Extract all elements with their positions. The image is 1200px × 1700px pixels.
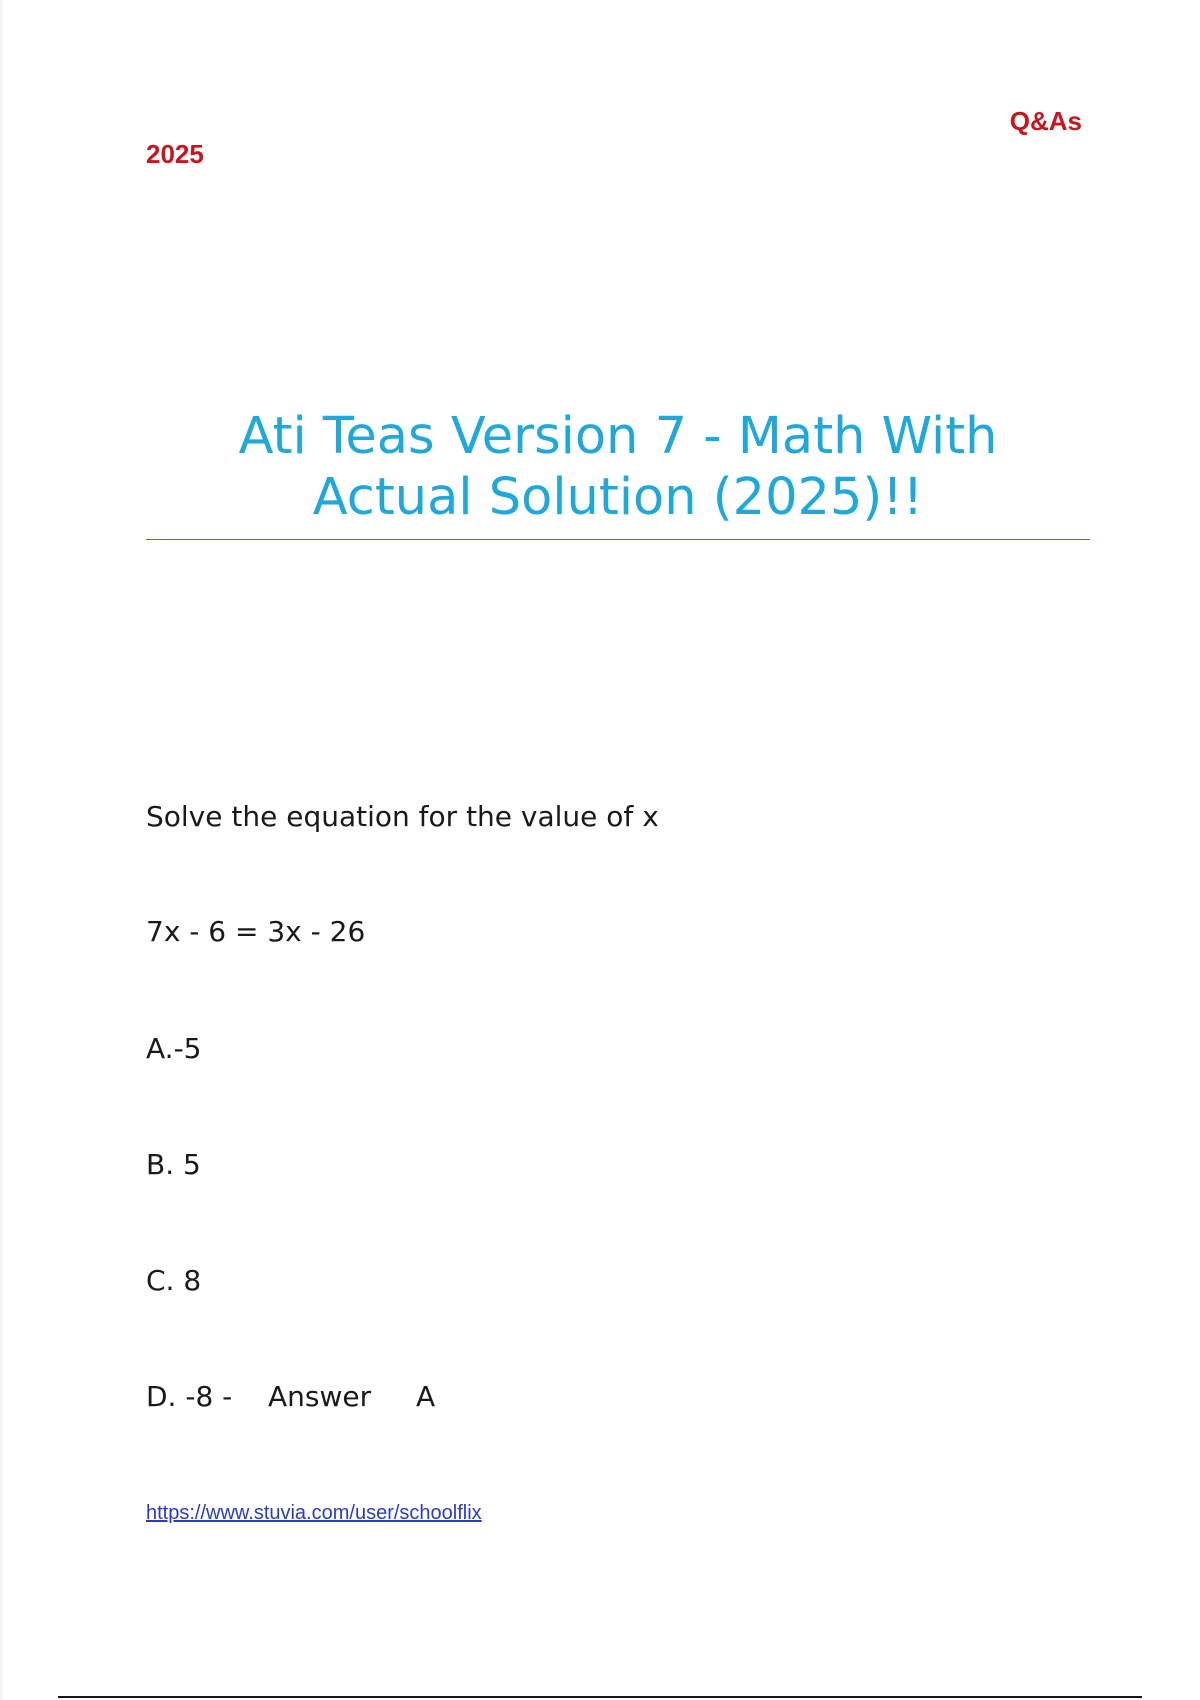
question-equation: 7x - 6 = 3x - 26	[146, 915, 366, 948]
option-b: B. 5	[146, 1148, 201, 1181]
document-title-line-1: Ati Teas Version 7 - Math With	[238, 407, 998, 466]
option-a: A.-5	[146, 1032, 202, 1065]
footer-divider	[58, 1696, 1142, 1698]
option-d: D. -8 -	[146, 1380, 233, 1413]
document-title	[146, 406, 1090, 528]
header-qa-label: Q&As	[1009, 106, 1082, 136]
page-edge-shadow	[0, 0, 6, 1700]
question-prompt: Solve the equation for the value of x	[146, 800, 659, 833]
option-c: C. 8	[146, 1264, 202, 1297]
header-year: 2025	[146, 139, 204, 169]
source-link[interactable]: https://www.stuvia.com/user/schoolflix	[146, 1502, 482, 1524]
document-title-line-2: Actual Solution (2025)!!	[312, 468, 924, 527]
answer-label: Answer	[268, 1380, 372, 1413]
title-divider	[146, 539, 1090, 540]
answer-value: A	[416, 1380, 436, 1413]
